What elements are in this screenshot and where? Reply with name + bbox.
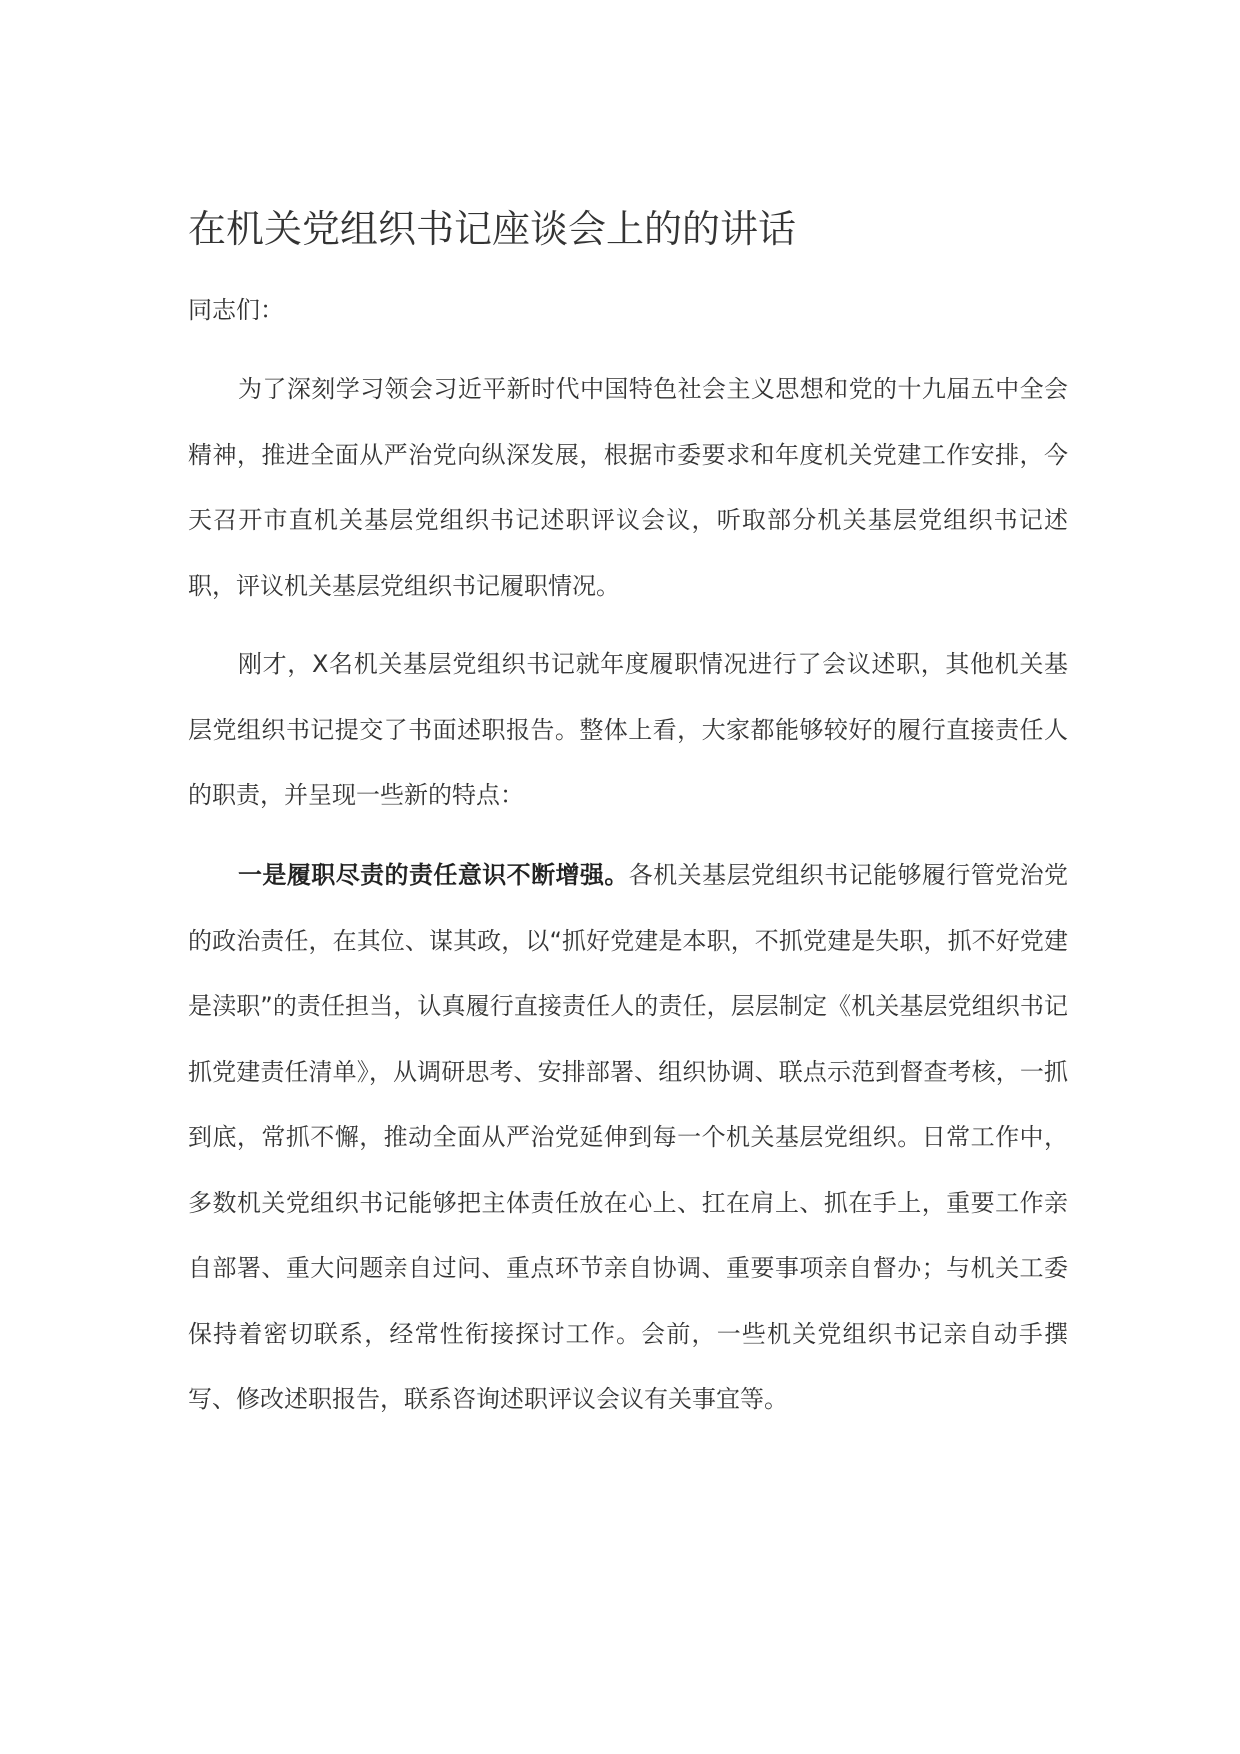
paragraph-body-text: 各机关基层党组织书记能够履行管党治党的政治责任，在其位、谋其政，以“抓好党建是本职，不抓党建是失职，抓不好党建是渎职”的责任担当，认真履行直接责任人的责任，层层制定《机关基层党组织书记抓党建责任清单》，从调研思考、安排部署、组织协调、联点示范到督查考核，一抓到底，常抓不懈，推动全面从严治党延伸到每一个机关基层党组织。日常工作中，多数机关党组织书记能够把主体责任放在心上、扛在肩上、抓在手上，重要工作亲自部署、重大问题亲自过问、重点环节亲自协调、重要事项亲自督办；与机关工委保持着密切联系，经常性衔接探讨工作。会前，一些机关党组织书记亲自动手撰写、修改述职报告，联系咨询述职评议会议有关事宜等。 — [188, 861, 1069, 1413]
paragraph-lead-heading: 一是履职尽责的责任意识不断增强。 — [238, 861, 629, 889]
document-title: 在机关党组织书记座谈会上的的讲话 — [188, 207, 797, 251]
paragraph-point-one — [188, 843, 1068, 1433]
paragraph-overview: 刚才，X名机关基层党组织书记就年度履职情况进行了会议述职，其他机关基层党组织书记提交了书面述职报告。整体上看，大家都能够较好的履行直接责任人的职责，并呈现一些新的特点： — [188, 650, 1068, 809]
paragraph-intro: 为了深刻学习领会习近平新时代中国特色社会主义思想和党的十九届五中全会精神，推进全面从严治党向纵深发展，根据市委要求和年度机关党建工作安排，今天召开市直机关基层党组织书记述职评议会议，听取部分机关基层党组织书记述职，评议机关基层党组织书记履职情况。 — [188, 375, 1068, 600]
salutation: 同志们： — [188, 296, 284, 324]
